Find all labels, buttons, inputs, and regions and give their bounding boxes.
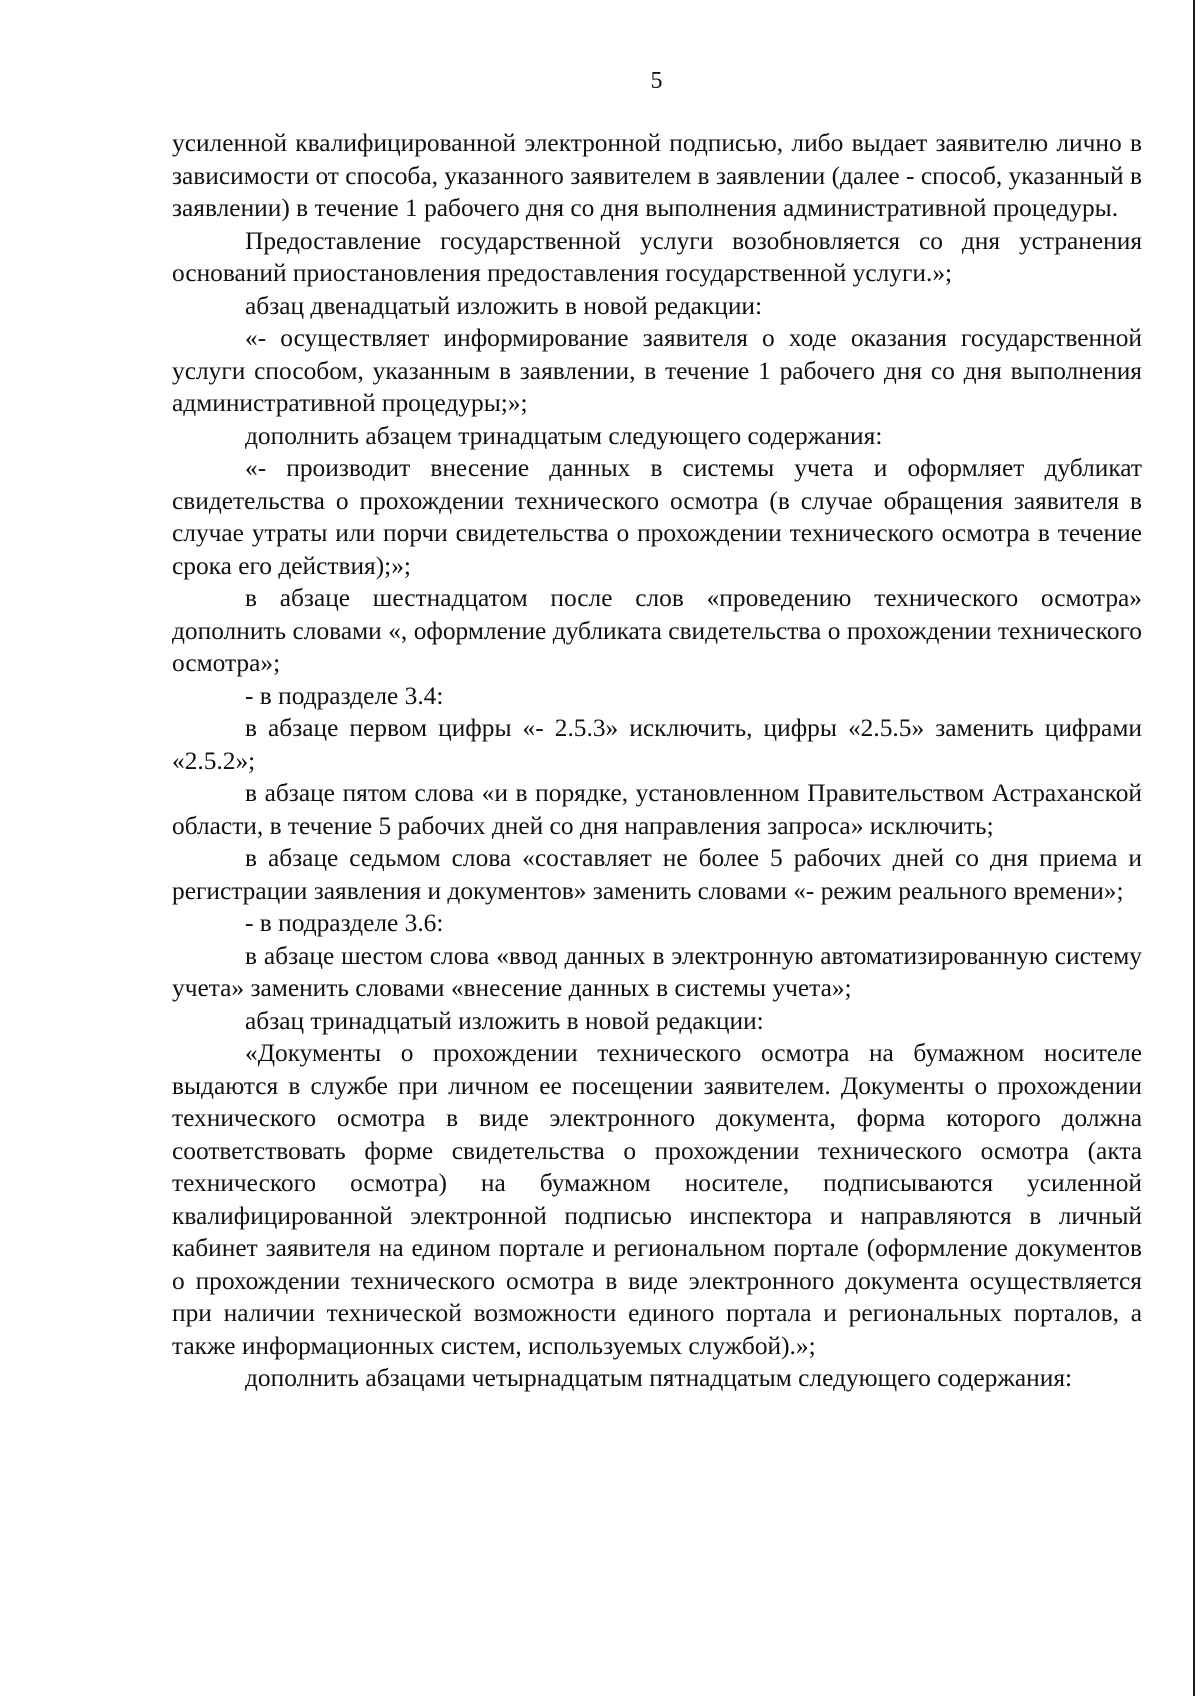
paragraph: дополнить абзацами четырнадцатым пятнадцатым следующего содержания: xyxy=(245,1364,1073,1392)
paragraph: «Документы о прохождении технического осмотра на бумажном носителе выдаются в службе при личном ее посещении заявителем. Документы о прохождении технического осмотра в виде электронного документа, форма которого должна соответствовать форме свидетельства о прохождении технического осмотра (акта технического осмотра) на бумажном носителе, подписываются усиленной квалифицированной электронной подписью инспектора и направляются в личный кабинет заявителя на едином портале и региональном портале (оформление документов о прохождении технического осмотра в виде электронного документа осуществляется при наличии технической возможности единого портала и региональных порталов, а также информационных систем, используемых службой).»; xyxy=(172,1039,1142,1360)
paragraph: абзац тринадцатый изложить в новой редакции: xyxy=(245,1006,764,1035)
paragraph: в абзаце первом цифры «- 2.5.3» исключить, цифры «2.5.5» заменить цифрами «2.5.2»; xyxy=(172,714,1142,775)
paragraph: дополнить абзацем тринадцатым следующего содержания: xyxy=(245,421,883,450)
paragraph: Предоставление государственной услуги возобновляется со дня устранения оснований приостановления предоставления государственной услуги.»; xyxy=(172,226,1142,287)
paragraph: «- производит внесение данных в системы учета и оформляет дубликат свидетельства о прохождении технического осмотра (в случае обращения заявителя в случае утраты или порчи свидетельства о прохождении технического осмотра в течение срока его действия);»; xyxy=(172,454,1142,580)
paragraph: - в подразделе 3.4: xyxy=(245,681,444,710)
paragraph: в абзаце шестнадцатом после слов «проведению технического осмотра» дополнить словами «, оформление дубликата свидетельства о прохождении технического осмотра»; xyxy=(172,584,1142,677)
paragraph: абзац двенадцатый изложить в новой редакции: xyxy=(245,291,763,320)
document-body xyxy=(172,127,1142,1395)
paragraph: усиленной квалифицированной электронной подписью, либо выдает заявителю лично в зависимости от способа, указанного заявителем в заявлении (далее - способ, указанный в заявлении) в течение 1 рабочего дня со дня выполнения административной процедуры. xyxy=(172,129,1142,222)
paragraph: - в подразделе 3.6: xyxy=(245,909,444,937)
paragraph: в абзаце шестом слова «ввод данных в электронную автоматизированную систему учета» заменить словами «внесение данных в системы учета»; xyxy=(172,941,1142,1002)
paragraph: в абзаце седьмом слова «составляет не более 5 рабочих дней со дня приема и регистрации заявления и документов» заменить словами «- режим реального времени»; xyxy=(172,844,1142,905)
page-number: 5 xyxy=(650,68,663,94)
paragraph: «- осуществляет информирование заявителя о ходе оказания государственной услуги способом, указанным в заявлении, в течение 1 рабочего дня со дня выполнения административной процедуры;»; xyxy=(172,324,1142,417)
paragraph: в абзаце пятом слова «и в порядке, установленном Правительством Астраханской области, в течение 5 рабочих дней со дня направления запроса» исключить; xyxy=(172,779,1142,840)
